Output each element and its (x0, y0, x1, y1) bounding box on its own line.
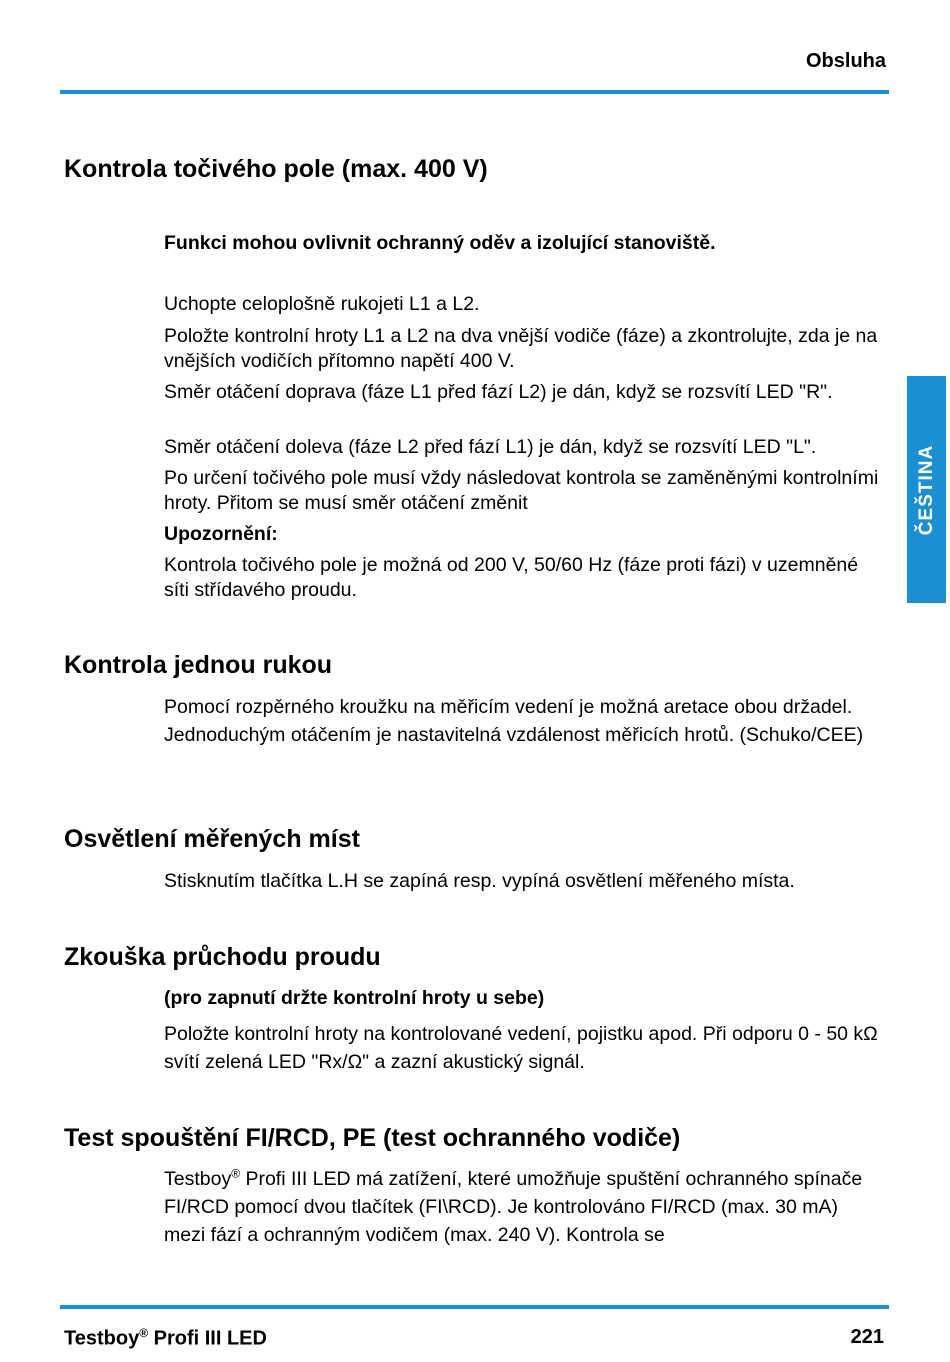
heading-lighting: Osvětlení měřených míst (64, 825, 360, 853)
header-rule (60, 90, 889, 94)
heading-fi-rcd: Test spouštění FI/RCD, PE (test ochranného vodiče) (64, 1124, 681, 1152)
language-tab-label: ČEŠTINA (915, 444, 937, 535)
paragraph: Po určení točivého pole musí vždy následovat kontrola se zaměněnými kontrolními hroty. Přitom se musí směr otáčení změnit (164, 467, 879, 514)
warning-label: Upozornění: (164, 523, 278, 545)
heading-rotating-field: Kontrola točivého pole (max. 400 V) (64, 155, 488, 183)
paragraph: Položte kontrolní hroty L1 a L2 na dva vnější vodiče (fáze) a zkontrolujte, zda je na vnějších vodičích přítomno napětí 400 V. (164, 325, 878, 372)
paragraph: Kontrola točivého pole je možná od 200 V, 50/60 Hz (fáze proti fázi) v uzemněné síti střídavého proudu. (164, 554, 859, 601)
heading-continuity: Zkouška průchodu proudu (64, 943, 381, 971)
paragraph: Stisknutím tlačítka L.H se zapíná resp. vypíná osvětlení měřeného místa. (164, 870, 795, 892)
paragraph: Položte kontrolní hroty na kontrolované vedení, pojistku apod. Při odporu 0 - 50 kΩ svítí zelená LED "Rx/Ω" a zazní akustický signál. (164, 1023, 878, 1073)
footer-rule (60, 1305, 889, 1309)
note-rotating-field: Funkci mohou ovlivnit ochranný oděv a izolující stanoviště. (164, 232, 716, 254)
registered-mark: ® (231, 1166, 241, 1181)
paragraph: Směr otáčení doprava (fáze L1 před fází L2) je dán, když se rozsvítí LED "R". (164, 381, 833, 403)
brand-name: Testboy (164, 1168, 232, 1190)
page-number: 221 (850, 1326, 884, 1348)
paragraph: Pomocí rozpěrného kroužku na měřicím vedení je možná aretace obou držadel. Jednoduchým otáčením je nastavitelná vzdálenost měřicích hrotů. (Schuko/CEE) (164, 696, 864, 746)
running-header: Obsluha (805, 50, 886, 72)
note-continuity: (pro zapnutí držte kontrolní hroty u sebe) (164, 987, 545, 1009)
paragraph-text: Profi III LED má zatížení, které umožňuje spuštění ochranného spínače FI/RCD pomocí dvou tlačítek (FI\RCD). Je kontrolováno FI/RCD (max. 30 mA) mezi fází a ochranným vodičem (max. 240 V). Kontrola se (164, 1168, 863, 1246)
paragraph (164, 1165, 884, 1249)
footer-model: Profi III LED (148, 1327, 267, 1350)
footer-product (64, 1326, 267, 1351)
paragraph: Směr otáčení doleva (fáze L2 před fází L1) je dán, když se rozsvítí LED "L". (164, 436, 817, 458)
footer-brand-name: Testboy (64, 1327, 140, 1350)
footer-registered-mark: ® (139, 1326, 149, 1340)
language-tab (907, 376, 946, 603)
paragraph: Uchopte celoplošně rukojeti L1 a L2. (164, 293, 480, 315)
heading-one-hand: Kontrola jednou rukou (64, 651, 333, 679)
